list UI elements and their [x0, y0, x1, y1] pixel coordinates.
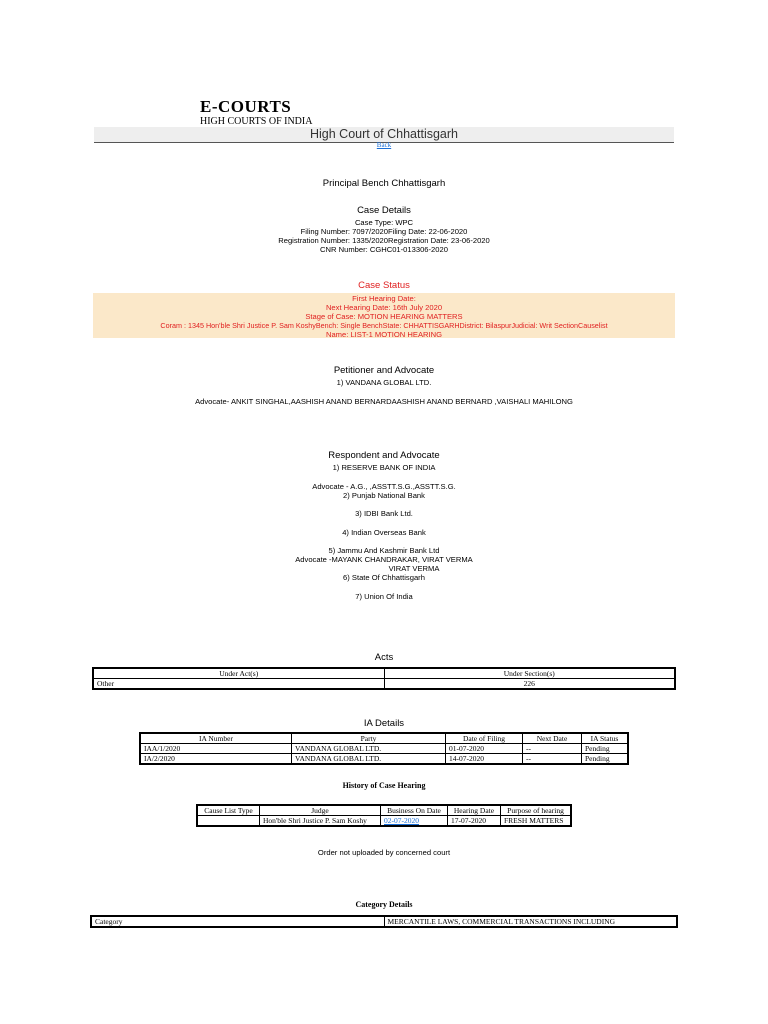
- respondent-6: 6) State Of Chhattisgarh: [343, 573, 425, 582]
- petitioner-party: 1) VANDANA GLOBAL LTD.: [336, 378, 432, 387]
- respondent-5: 5) Jammu And Kashmir Bank Ltd: [328, 546, 440, 555]
- filing-number: Filing Number: 7097/2020Filing Date: 22-06-2020: [300, 227, 468, 236]
- petitioner-heading: Petitioner and Advocate: [333, 365, 435, 376]
- case-status-heading: Case Status: [358, 280, 410, 291]
- ia-col-party: Party: [292, 733, 446, 744]
- table-row: [140, 754, 628, 765]
- ia-cell: VANDANA GLOBAL LTD.: [292, 744, 446, 754]
- respondent-4: 4) Indian Overseas Bank: [342, 528, 426, 537]
- table-row: [93, 679, 675, 690]
- history-col-hearing-date: Hearing Date: [448, 805, 501, 816]
- history-table: [196, 804, 572, 827]
- ia-cell: --: [523, 754, 582, 765]
- respondent-1-advocate: Advocate - A.G., ,ASSTT.S.G.,ASSTT.S.G.: [312, 482, 456, 491]
- respondent-3: 3) IDBI Bank Ltd.: [355, 509, 413, 518]
- bench-name: Principal Bench Chhattisgarh: [322, 178, 446, 189]
- acts-col-section: Under Section(s): [384, 668, 675, 679]
- ia-col-filing-date: Date of Filing: [446, 733, 523, 744]
- app-title: E-COURTS: [200, 97, 292, 116]
- registration-number: Registration Number: 1335/2020Registration Date: 23-06-2020: [278, 236, 490, 245]
- category-value: MERCANTILE LAWS, COMMERCIAL TRANSACTIONS INCLUDING: [384, 916, 677, 927]
- table-header-row: [93, 668, 675, 679]
- respondent-2: 2) Punjab National Bank: [343, 491, 425, 500]
- ia-cell: 01-07-2020: [446, 744, 523, 754]
- app-subtitle: HIGH COURTS OF INDIA: [200, 116, 313, 127]
- respondent-heading: Respondent and Advocate: [328, 450, 440, 461]
- case-type: Case Type: WPC: [354, 218, 414, 227]
- table-header-row: [197, 805, 571, 816]
- order-note: Order not uploaded by concerned court: [317, 848, 451, 857]
- cnr-number: CNR Number: CGHC01-013306-2020: [320, 245, 448, 254]
- coram: Coram : 1345 Hon'ble Shri Justice P. Sam KoshyBench: Single BenchState: CHHATTISGARHDistrict: BilaspurJudicial: Writ SectionCauselist: [160, 321, 608, 330]
- ia-cell: IAA/1/2020: [140, 744, 292, 754]
- ia-cell: 14-07-2020: [446, 754, 523, 765]
- history-cell-purpose: FRESH MATTERS: [501, 816, 572, 827]
- court-banner: High Court of Chhattisgarh: [94, 127, 674, 143]
- table-row: [91, 916, 677, 927]
- ia-cell: --: [523, 744, 582, 754]
- ia-col-number: IA Number: [140, 733, 292, 744]
- category-heading: Category Details: [355, 900, 413, 909]
- ia-col-status: IA Status: [582, 733, 629, 744]
- ia-cell: VANDANA GLOBAL LTD.: [292, 754, 446, 765]
- history-cell-causelist: [197, 816, 260, 827]
- acts-table: [92, 667, 676, 690]
- petitioner-advocate: Advocate- ANKIT SINGHAL,AASHISH ANAND BERNARDAASHISH ANAND BERNARD ,VAISHALI MAHILONG: [195, 397, 573, 406]
- ia-heading: IA Details: [363, 718, 405, 729]
- acts-heading: Acts: [374, 652, 394, 663]
- acts-cell-act: Other: [93, 679, 384, 690]
- next-hearing-date: Next Hearing Date: 16th July 2020: [325, 303, 443, 312]
- acts-cell-section: 226: [384, 679, 675, 690]
- respondent-5-advocate: Advocate -MAYANK CHANDRAKAR, VIRAT VERMA: [295, 555, 473, 564]
- table-row: [140, 744, 628, 754]
- back-link-text[interactable]: Back: [376, 141, 392, 149]
- history-cell-hearing-date: 17-07-2020: [448, 816, 501, 827]
- table-header-row: [140, 733, 628, 744]
- ia-cell: IA/2/2020: [140, 754, 292, 765]
- first-hearing-date: First Hearing Date:: [352, 294, 416, 303]
- stage-of-case: Stage of Case: MOTION HEARING MATTERS: [305, 312, 463, 321]
- history-cell-business-date[interactable]: [381, 816, 448, 827]
- case-details-heading: Case Details: [357, 205, 411, 216]
- respondent-7: 7) Union Of India: [355, 592, 413, 601]
- business-date-link[interactable]: 02-07-2020: [384, 816, 419, 825]
- causelist-name: Name: LIST-1 MOTION HEARING: [325, 330, 443, 339]
- history-cell-judge: Hon'ble Shri Justice P. Sam Koshy: [260, 816, 381, 827]
- ia-col-next-date: Next Date: [523, 733, 582, 744]
- category-label: Category: [91, 916, 384, 927]
- category-table: [90, 915, 678, 928]
- history-col-judge: Judge: [260, 805, 381, 816]
- respondent-1: 1) RESERVE BANK OF INDIA: [332, 463, 436, 472]
- ia-table: [139, 732, 629, 765]
- history-heading: History of Case Hearing: [342, 781, 426, 790]
- history-col-purpose: Purpose of hearing: [501, 805, 572, 816]
- history-col-causelist: Cause List Type: [197, 805, 260, 816]
- table-row: [197, 816, 571, 827]
- ia-cell: Pending: [582, 744, 629, 754]
- respondent-5-advocate-cont: VIRAT VERMA: [388, 564, 440, 573]
- ia-cell: Pending: [582, 754, 629, 765]
- back-link[interactable]: [0, 141, 768, 149]
- history-col-business-date: Business On Date: [381, 805, 448, 816]
- acts-col-act: Under Act(s): [93, 668, 384, 679]
